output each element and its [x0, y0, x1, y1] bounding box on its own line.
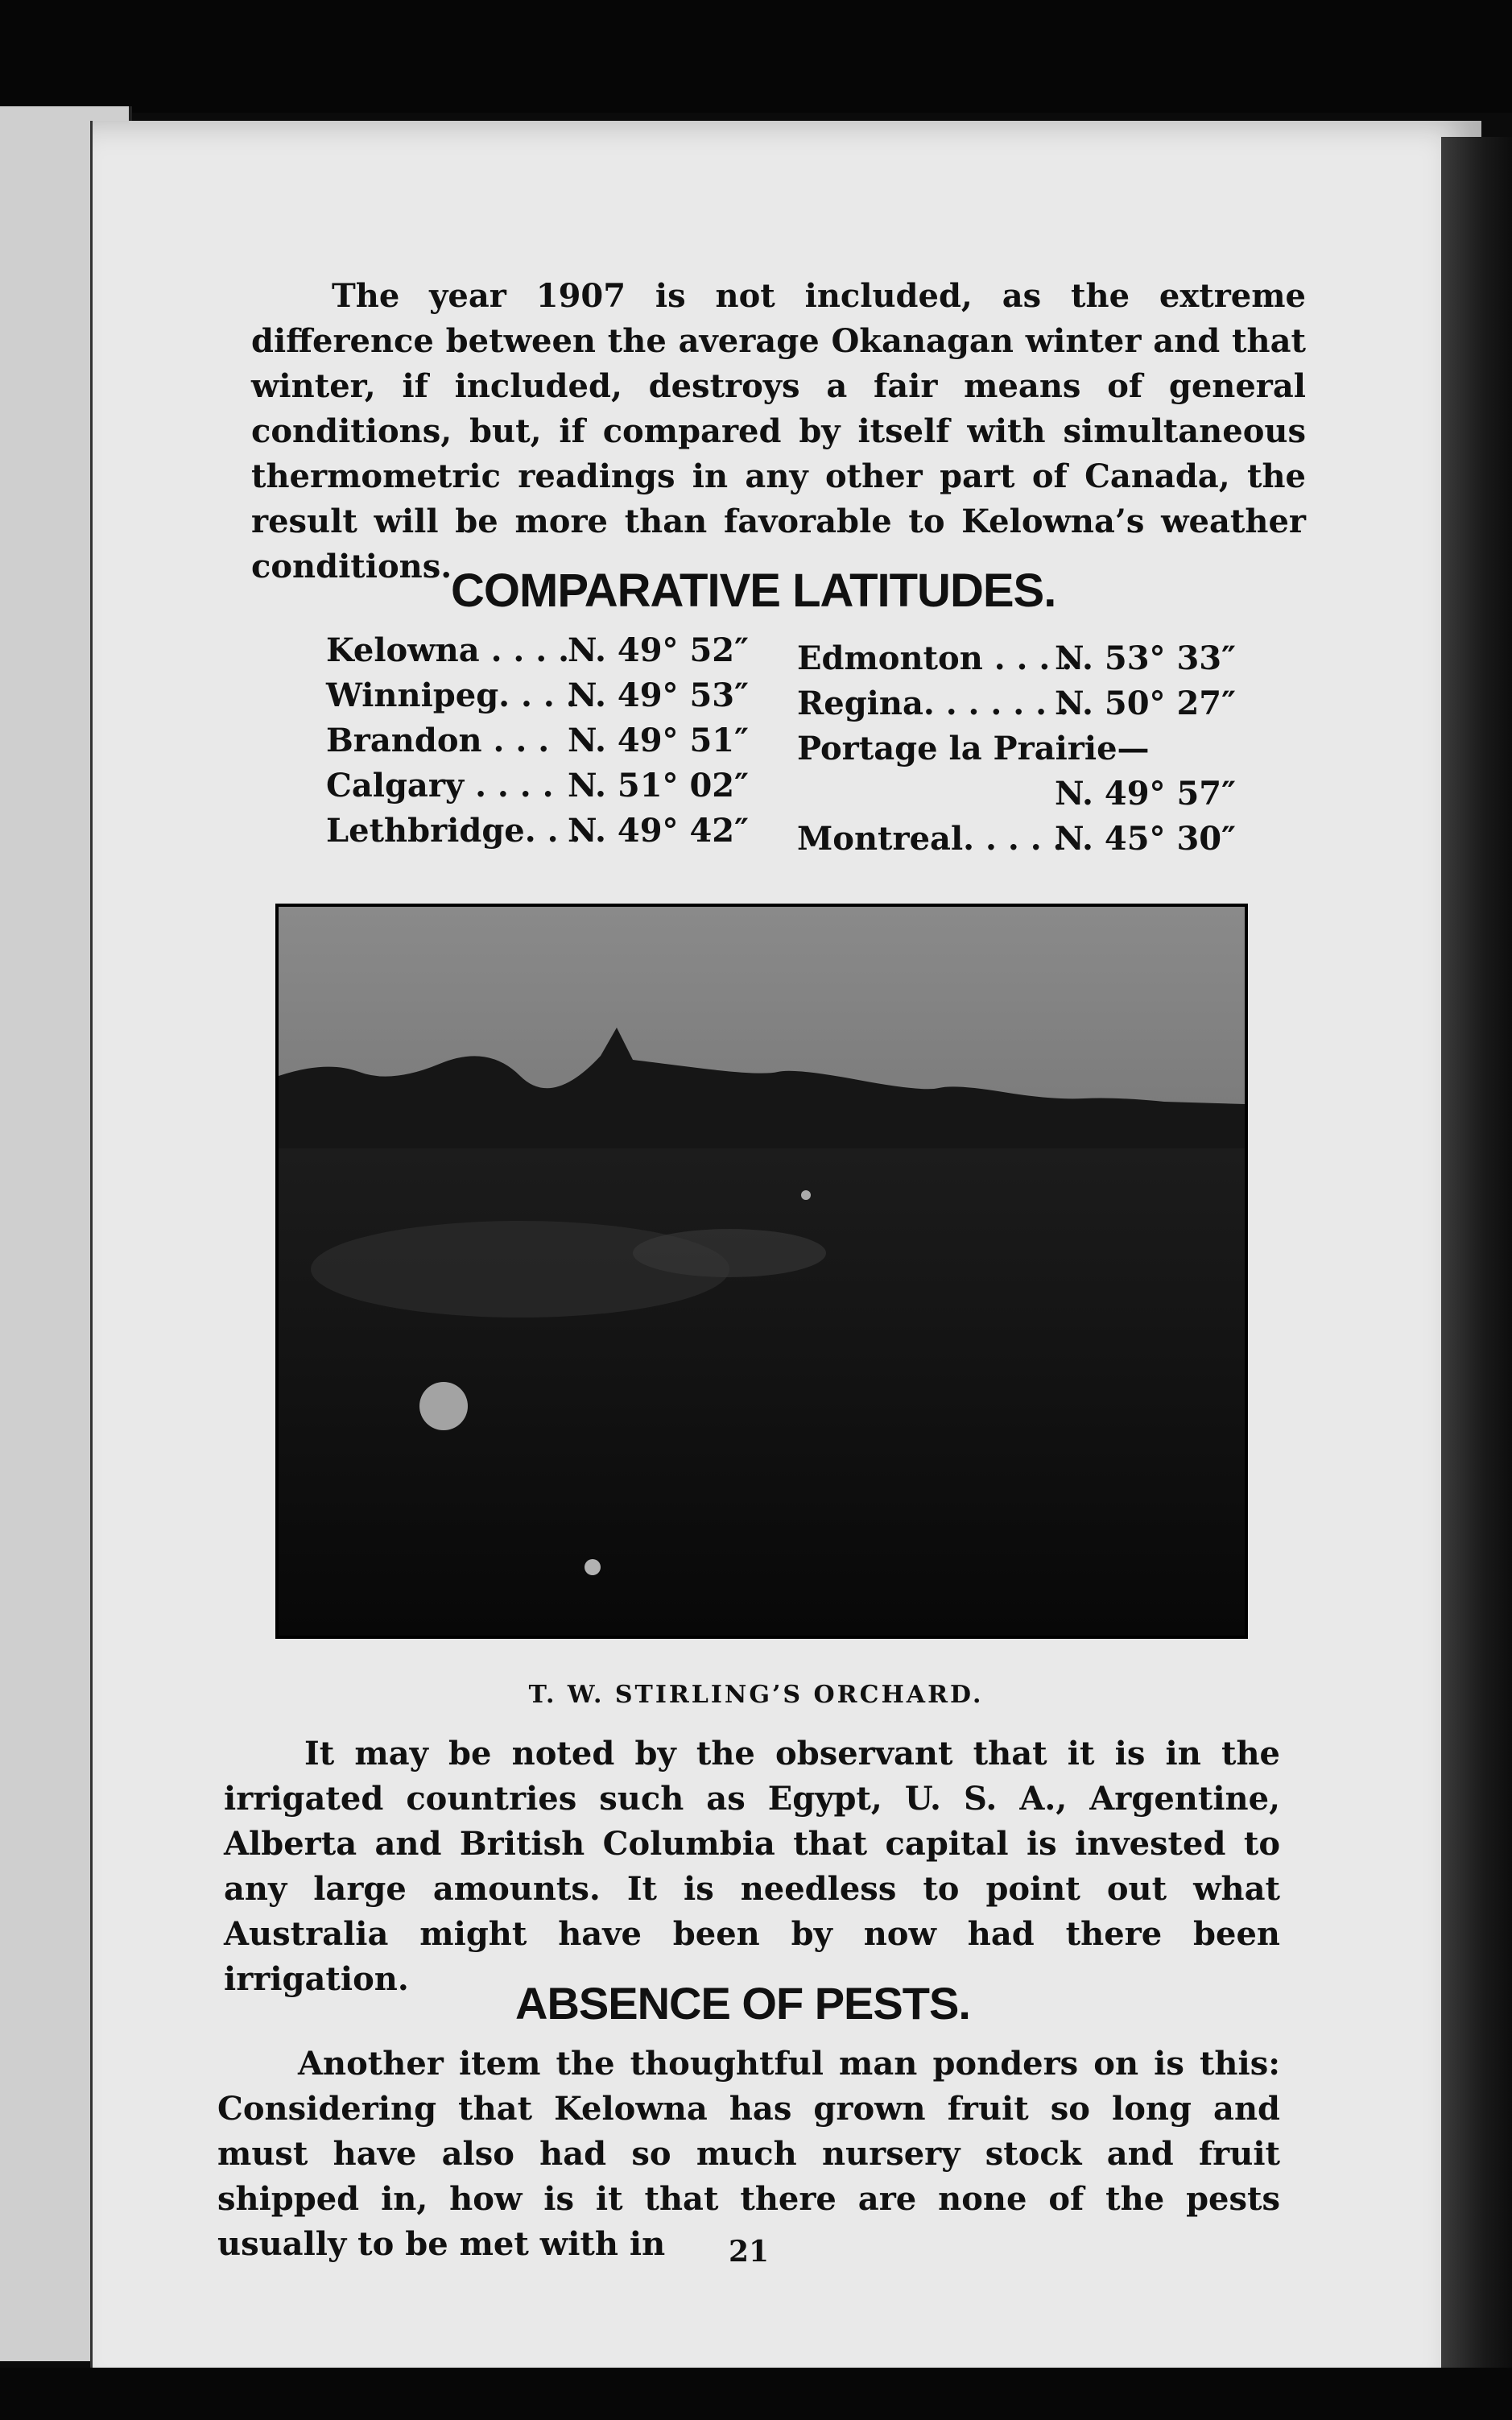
orchard-photograph	[275, 904, 1248, 1639]
latitude-row	[797, 681, 1236, 726]
latitude-row	[326, 628, 749, 673]
latitude-place: Brandon . . .	[326, 722, 550, 759]
latitude-row	[326, 809, 749, 854]
latitude-place: Regina. . . . . . .	[797, 685, 1069, 722]
latitude-value: N. 45° 30″	[1055, 820, 1236, 858]
latitude-row	[797, 726, 1236, 772]
latitude-row	[326, 763, 749, 809]
scan-top-border	[0, 0, 1512, 113]
latitude-row	[326, 718, 749, 763]
latitude-value: N. 51° 02″	[568, 767, 749, 805]
irrigation-paragraph: It may be noted by the observant that it is in the irrigated countries such as Egypt, U. S. A., Argentine, Alberta and British Columbia that capital is invested to any large amounts. It is needless to point out what Australia might have been by now had there been irrigation.	[224, 1735, 1280, 1998]
latitude-list-left	[326, 628, 749, 854]
page-number: 21	[728, 2235, 770, 2269]
heading-comparative-latitudes: COMPARATIVE LATITUDES.	[451, 565, 1056, 617]
pests-paragraph: Another item the thoughtful man ponders on is this: Considering that Kelowna has grown fruit so long and must have also had so much nursery stock and fruit shipped in, how is it that there are none of the pests usually to be met with in	[217, 2045, 1280, 2263]
latitude-value: N. 49° 51″	[568, 722, 749, 759]
latitude-place: Edmonton . . . .	[797, 639, 1073, 677]
latitude-place: Lethbridge. . .	[326, 812, 581, 850]
latitude-place: Portage la Prairie—	[797, 730, 1150, 767]
latitude-place: Kelowna . . . .	[326, 631, 570, 669]
latitude-value: N. 49° 57″	[1055, 775, 1236, 813]
latitude-list-right	[797, 636, 1236, 862]
book-cover-edge	[1441, 137, 1512, 2420]
latitude-place: Winnipeg. . . .	[326, 676, 577, 714]
latitude-value: N. 49° 52″	[568, 631, 749, 669]
latitude-value: N. 53° 33″	[1055, 639, 1236, 677]
latitude-row	[797, 772, 1236, 817]
scan-bottom-border	[0, 2368, 1512, 2420]
latitude-row	[797, 817, 1236, 862]
latitude-value: N. 50° 27″	[1055, 685, 1236, 722]
latitude-row	[797, 636, 1236, 681]
latitude-value: N. 49° 42″	[568, 812, 749, 850]
heading-absence-of-pests: ABSENCE OF PESTS.	[515, 1978, 970, 2029]
orchard-photo-image	[279, 907, 1245, 1636]
latitude-place: Calgary . . . .	[326, 767, 554, 805]
intro-paragraph: The year 1907 is not included, as the extreme difference between the average Okanagan winter and that winter, if included, destroys a fair means of general conditions, but, if compared by itself with simultaneous thermometric readings in any other part of Canada, the result will be more than favorable to Kelowna’s weather conditions.	[251, 277, 1306, 585]
latitude-row	[326, 673, 749, 718]
photo-caption: T. W. STIRLING’S ORCHARD.	[528, 1681, 984, 1709]
latitude-place: Montreal. . . . .	[797, 820, 1064, 858]
latitude-value: N. 49° 53″	[568, 676, 749, 714]
